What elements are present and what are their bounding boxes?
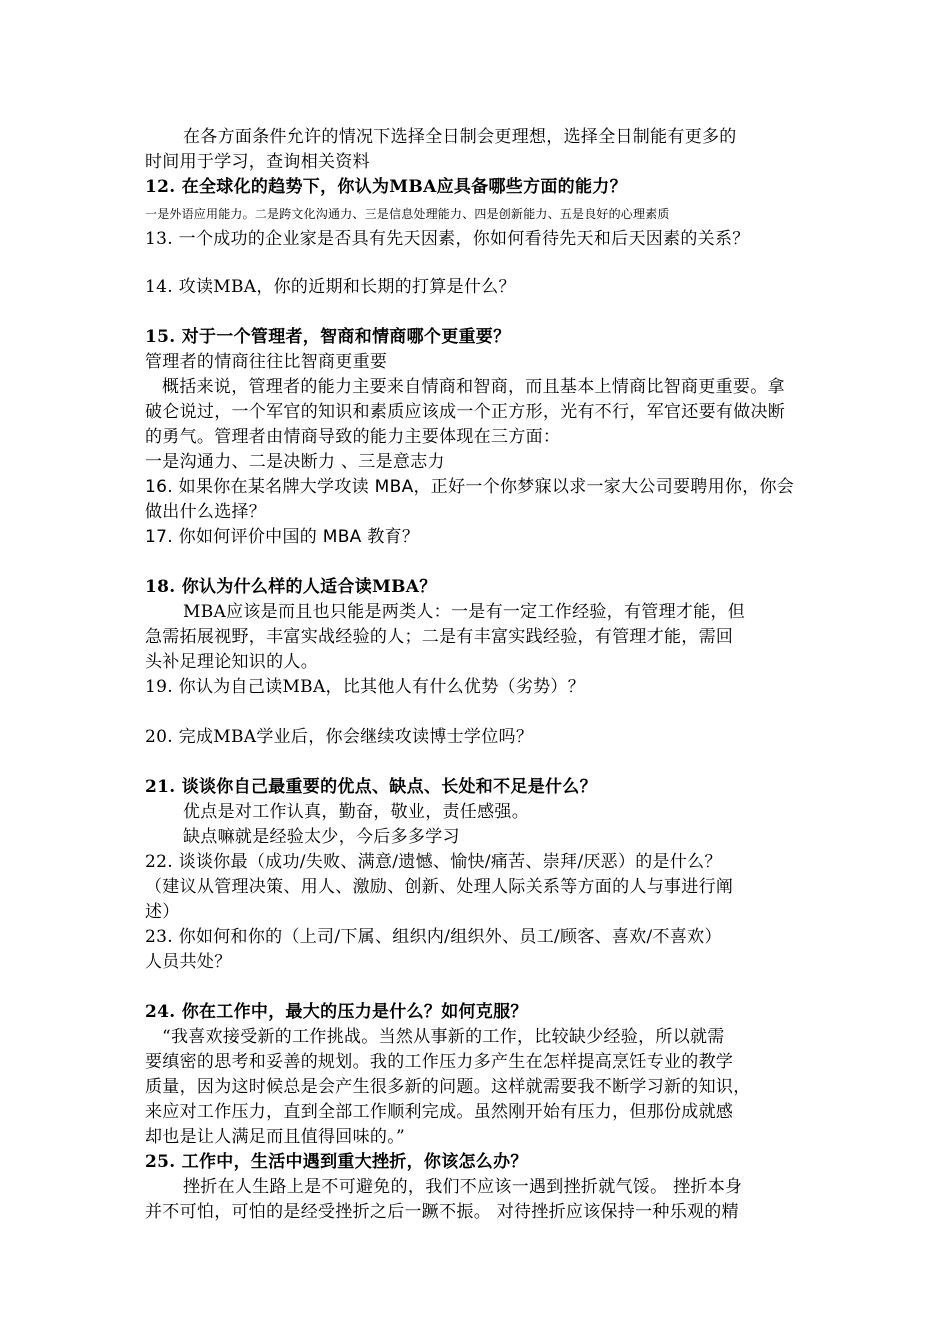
question-23-line: 23. 你如何和你的（上司/下属、组织内/组织外、员工/顾客、喜欢/不喜欢）: [145, 927, 722, 947]
question-16-line: 做出什么选择？: [145, 502, 267, 522]
paragraph-line: 在各方面条件允许的情况下选择全日制会更理想，选择全日制能有更多的: [183, 127, 737, 147]
answer-15-line: 破仑说过，一个军官的知识和素质应该成一个正方形，光有不行，军官还要有做决断: [145, 402, 786, 422]
question-21: 21. 谈谈你自己最重要的优点、缺点、长处和不足是什么？: [145, 777, 597, 797]
answer-18-line: 急需拓展视野，丰富实战经验的人；二是有丰富实践经验，有管理才能，需回: [145, 627, 734, 647]
question-25: 25. 工作中，生活中遇到重大挫折，你该怎么办？: [145, 1152, 528, 1172]
answer-15-line: 一是沟通力、二是决断力 、三是意志力: [145, 452, 445, 472]
paragraph-line: 时间用于学习，查询相关资料: [145, 152, 370, 172]
answer-25-line: 并不可怕，可怕的是经受挫折之后一蹶不振。 对待挫折应该保持一种乐观的精: [145, 1202, 739, 1222]
answer-21-line: 优点是对工作认真，勤奋，敬业，责任感强。: [183, 802, 529, 822]
answer-15-line: 管理者的情商往往比智商更重要: [145, 352, 388, 372]
answer-12: 一是外语应用能力。二是跨文化沟通力、三是信息处理能力、四是创新能力、五是良好的心理素质: [145, 207, 670, 221]
question-14: 14. 攻读MBA，你的近期和长期的打算是什么？: [145, 277, 516, 297]
answer-24-line: “我喜欢接受新的工作挑战。当然从事新的工作，比较缺少经验，所以就需: [162, 1027, 725, 1047]
answer-15-line: 的勇气。管理者由情商导致的能力主要体现在三方面：: [145, 427, 561, 447]
answer-24-line: 质量，因为这时候总是会产生很多新的问题。这样就需要我不断学习新的知识，: [145, 1077, 751, 1097]
answer-25-line: 挫折在人生路上是不可避免的，我们不应该一遇到挫折就气馁。 挫折本身: [183, 1177, 743, 1197]
answer-24-line: 来应对工作压力，直到全部工作顺利完成。虽然刚开始有压力，但那份成就感: [145, 1102, 734, 1122]
question-22-line: 述）: [145, 902, 180, 922]
answer-18-line: MBA应该是而且也只能是两类人：一是有一定工作经验，有管理才能，但: [183, 602, 746, 622]
question-22-line: 22. 谈谈你最（成功/失败、满意/遗憾、愉快/痛苦、崇拜/厌恶）的是什么？: [145, 852, 722, 872]
question-12: 12. 在全球化的趋势下，你认为MBA应具备哪些方面的能力？: [145, 177, 627, 197]
answer-24-line: 却也是让人满足而且值得回味的。”: [145, 1127, 405, 1147]
question-13: 13. 一个成功的企业家是否具有先天因素，你如何看待先天和后天因素的关系？: [145, 229, 750, 249]
question-20: 20. 完成MBA学业后，你会继续攻读博士学位吗？: [145, 727, 534, 747]
question-19: 19. 你认为自己读MBA，比其他人有什么优势（劣势）？: [145, 677, 586, 697]
question-18: 18. 你认为什么样的人适合读MBA？: [145, 577, 437, 597]
question-23-line: 人员共处？: [145, 952, 232, 972]
question-15: 15. 对于一个管理者，智商和情商哪个更重要？: [145, 327, 511, 347]
answer-21-line: 缺点嘛就是经验太少，今后多多学习: [183, 827, 460, 847]
question-16-line: 16. 如果你在某名牌大学攻读 MBA，正好一个你梦寐以求一家大公司要聘用你，你会: [145, 477, 795, 497]
question-24: 24. 你在工作中，最大的压力是什么？如何克服？: [145, 1002, 528, 1022]
answer-15-line: 概括来说，管理者的能力主要来自情商和智商，而且基本上情商比智商更重要。拿: [162, 377, 785, 397]
answer-24-line: 要缜密的思考和妥善的规划。我的工作压力多产生在怎样提高烹饪专业的教学: [145, 1052, 734, 1072]
question-22-line: （建议从管理决策、用人、激励、创新、处理人际关系等方面的人与事进行阐: [145, 877, 734, 897]
answer-18-line: 头补足理论知识的人。: [145, 652, 318, 672]
question-17: 17. 你如何评价中国的 MBA 教育？: [145, 527, 420, 547]
